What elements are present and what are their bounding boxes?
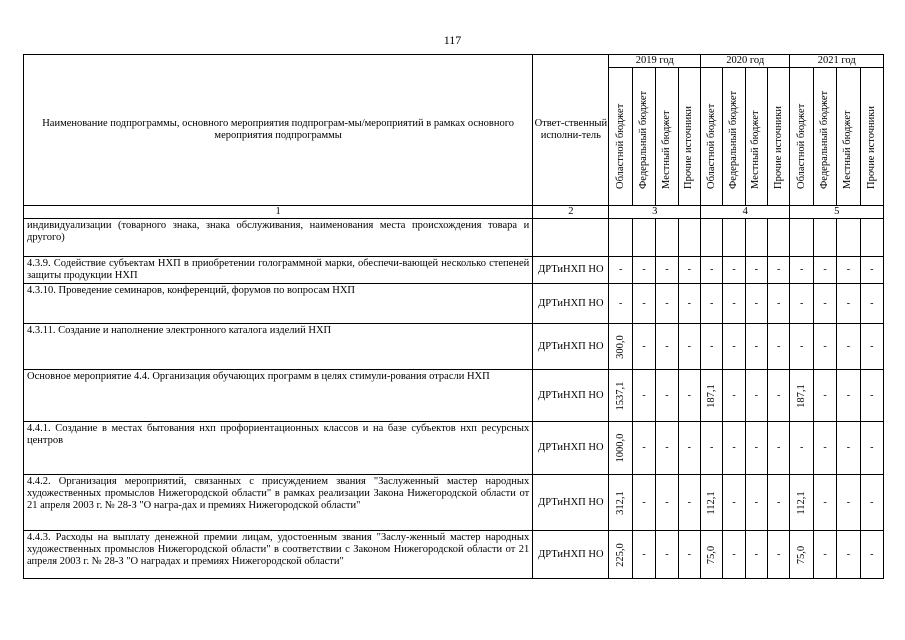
dash-value: - <box>642 340 646 352</box>
dash-value: - <box>687 548 691 560</box>
dash-value: - <box>870 496 874 508</box>
dash-value: - <box>823 340 827 352</box>
dash-value: - <box>687 264 691 275</box>
budget-table <box>23 54 884 579</box>
value-cell <box>632 531 655 579</box>
dash-value: - <box>732 340 736 352</box>
amount-value: 312,1 <box>614 490 626 515</box>
value-cell <box>723 370 745 422</box>
dash-value: - <box>870 389 874 401</box>
table-row <box>24 475 884 531</box>
value-cell <box>813 422 836 475</box>
dash-value: - <box>732 297 736 309</box>
value-cell <box>678 422 700 475</box>
value-cell <box>700 531 722 579</box>
value-cell <box>609 475 632 531</box>
dash-value: - <box>799 340 804 352</box>
value-cell <box>723 475 745 531</box>
value-cell <box>700 324 722 370</box>
value-cell <box>700 257 722 284</box>
header-source-3-1 <box>790 68 813 206</box>
value-cell <box>656 324 678 370</box>
dash-value: - <box>823 496 827 508</box>
value-cell <box>700 370 722 422</box>
amount-value: 187,1 <box>705 383 717 408</box>
row-name: 4.3.11. Создание и наполнение электронного каталога изделий НХП <box>24 324 533 370</box>
value-cell <box>837 370 860 422</box>
page-number: 117 <box>443 33 462 47</box>
value-cell <box>768 324 790 370</box>
value-cell <box>723 257 745 284</box>
dash-value: - <box>665 264 669 275</box>
dash-value: - <box>777 389 781 401</box>
value-cell <box>837 475 860 531</box>
value-cell <box>632 422 655 475</box>
value-cell <box>723 284 745 324</box>
header-name-column: Наименование подпрограммы, основного мероприятия подпрограм-мы/мероприятий в рамках основного мероприятия подпрограммы <box>24 55 533 206</box>
value-cell <box>837 531 860 579</box>
row-name: 4.3.10. Проведение семинаров, конференций, форумов по вопросам НХП <box>24 284 533 324</box>
row-name: 4.4.2. Организация мероприятий, связанных с присуждением звания "Заслуженный мастер народных художественных промыслов Нижегородской области" в рамках реализации Закона Нижегородской области от 21 апреля 2003 г. № 28-З "О награ-дах и премиях Нижегородской области" <box>24 475 533 531</box>
value-cell <box>745 324 767 370</box>
value-cell <box>609 219 632 257</box>
value-cell <box>678 370 700 422</box>
value-cell <box>656 531 678 579</box>
dash-value: - <box>665 389 669 401</box>
header-source-label: Местный бюджет <box>750 110 762 189</box>
table-row <box>24 257 884 284</box>
header-source-label: Местный бюджет <box>660 110 672 189</box>
header-source-label: Местный бюджет <box>842 110 854 189</box>
row-responsible: ДРТиНХП НО <box>533 422 609 475</box>
header-source-3-3 <box>837 68 860 206</box>
header-source-1-1 <box>609 68 632 206</box>
header-source-label: Областной бюджет <box>614 103 626 189</box>
value-cell <box>609 422 632 475</box>
dash-value: - <box>709 264 714 275</box>
value-cell <box>609 324 632 370</box>
value-cell <box>723 531 745 579</box>
amount-value: 225,0 <box>614 542 626 567</box>
value-cell <box>632 324 655 370</box>
dash-value: - <box>665 548 669 560</box>
dash-value: - <box>642 442 646 453</box>
table-row <box>24 370 884 422</box>
dash-value: - <box>687 442 691 453</box>
header-responsible-column: Ответ-ственный исполни-тель <box>533 55 609 206</box>
dash-value: - <box>799 442 804 453</box>
value-cell <box>790 370 813 422</box>
header-source-2-1 <box>700 68 722 206</box>
value-cell <box>768 475 790 531</box>
dash-value: - <box>754 548 759 560</box>
value-cell <box>813 219 836 257</box>
header-source-label: Областной бюджет <box>705 103 717 189</box>
dash-value: - <box>732 496 736 508</box>
value-cell <box>813 324 836 370</box>
value-cell <box>609 531 632 579</box>
value-cell <box>745 370 767 422</box>
value-cell <box>768 422 790 475</box>
row-responsible: ДРТиНХП НО <box>533 475 609 531</box>
header-source-label: Прочие источники <box>865 106 877 189</box>
dash-value: - <box>665 297 669 309</box>
dash-value: - <box>618 264 623 275</box>
dash-value: - <box>823 389 827 401</box>
value-cell <box>813 475 836 531</box>
amount-value: 300,0 <box>614 334 626 359</box>
value-cell <box>745 257 767 284</box>
dash-value: - <box>732 548 736 560</box>
value-cell <box>860 324 883 370</box>
value-cell <box>768 284 790 324</box>
header-source-2-4 <box>768 68 790 206</box>
amount-value: 112,1 <box>795 490 807 515</box>
dash-value: - <box>846 442 851 453</box>
dash-value: - <box>777 340 781 352</box>
value-cell <box>860 422 883 475</box>
header-source-1-3 <box>656 68 678 206</box>
dash-value: - <box>823 548 827 560</box>
value-cell <box>632 370 655 422</box>
table-row <box>24 219 884 257</box>
value-cell <box>723 219 745 257</box>
dash-value: - <box>754 264 759 275</box>
row-name: 4.4.3. Расходы на выплату денежной премии лицам, удостоенным звания "Заслу-женный мастер народных художественных промыслов Нижегородской области" в соответствии с Законом Нижегородской области от 21 апреля 2003 г. № 28-З "О наградах и премиях Нижегородской области" <box>24 531 533 579</box>
value-cell <box>723 422 745 475</box>
dash-value: - <box>799 264 804 275</box>
value-cell <box>860 370 883 422</box>
value-cell <box>745 284 767 324</box>
row-name: 4.4.1. Создание в местах бытования нхп профориентационных классов и на базе субъектов нхп ресурсных центров <box>24 422 533 475</box>
header-source-label: Федеральный бюджет <box>638 90 650 189</box>
dash-value: - <box>709 297 714 309</box>
table-row <box>24 284 884 324</box>
value-cell <box>790 475 813 531</box>
row-responsible: ДРТиНХП НО <box>533 370 609 422</box>
header-source-label: Федеральный бюджет <box>727 90 739 189</box>
value-cell <box>632 257 655 284</box>
value-cell <box>790 219 813 257</box>
col-number-3: 3 <box>609 206 701 219</box>
value-cell <box>768 219 790 257</box>
header-year-2020: 2020 год <box>700 55 789 68</box>
header-year-2021: 2021 год <box>790 55 884 68</box>
col-number-2: 2 <box>533 206 609 219</box>
value-cell <box>632 475 655 531</box>
amount-value: 112,1 <box>705 490 717 515</box>
value-cell <box>813 257 836 284</box>
dash-value: - <box>846 340 851 352</box>
header-source-2-2 <box>723 68 745 206</box>
dash-value: - <box>777 264 781 275</box>
dash-value: - <box>846 496 851 508</box>
value-cell <box>656 284 678 324</box>
value-cell <box>860 475 883 531</box>
dash-value: - <box>618 297 623 309</box>
dash-value: - <box>687 297 691 309</box>
value-cell <box>632 284 655 324</box>
value-cell <box>656 422 678 475</box>
header-source-label: Прочие источники <box>772 106 784 189</box>
value-cell <box>678 219 700 257</box>
dash-value: - <box>777 548 781 560</box>
value-cell <box>609 257 632 284</box>
dash-value: - <box>687 389 691 401</box>
col-number-1: 1 <box>24 206 533 219</box>
value-cell <box>656 219 678 257</box>
amount-value: 187,1 <box>795 383 807 408</box>
value-cell <box>860 219 883 257</box>
dash-value: - <box>846 389 851 401</box>
value-cell <box>768 531 790 579</box>
value-cell <box>745 219 767 257</box>
value-cell <box>656 257 678 284</box>
dash-value: - <box>846 264 851 275</box>
dash-value: - <box>709 442 714 453</box>
value-cell <box>790 422 813 475</box>
dash-value: - <box>687 496 691 508</box>
header-source-3-4 <box>860 68 883 206</box>
dash-value: - <box>642 496 646 508</box>
dash-value: - <box>709 340 714 352</box>
dash-value: - <box>754 442 759 453</box>
amount-value: 75,0 <box>795 545 807 564</box>
dash-value: - <box>642 389 646 401</box>
table-row <box>24 422 884 475</box>
amount-value: 1000,0 <box>614 433 626 463</box>
dash-value: - <box>732 442 736 453</box>
dash-value: - <box>823 264 827 275</box>
dash-value: - <box>870 442 874 453</box>
value-cell <box>678 257 700 284</box>
dash-value: - <box>870 297 874 309</box>
col-number-4: 4 <box>700 206 789 219</box>
table-row <box>24 324 884 370</box>
header-source-3-2 <box>813 68 836 206</box>
value-cell <box>745 422 767 475</box>
amount-value: 1537,1 <box>614 381 626 410</box>
dash-value: - <box>754 297 759 309</box>
value-cell <box>837 284 860 324</box>
dash-value: - <box>823 297 827 309</box>
value-cell <box>700 219 722 257</box>
amount-value: 75,0 <box>705 545 717 564</box>
value-cell <box>678 531 700 579</box>
row-name: Основное мероприятие 4.4. Организация обучающих программ в целях стимули-рования отрасли НХП <box>24 370 533 422</box>
header-source-1-4 <box>678 68 700 206</box>
value-cell <box>632 219 655 257</box>
value-cell <box>678 324 700 370</box>
row-responsible: ДРТиНХП НО <box>533 284 609 324</box>
dash-value: - <box>777 297 781 309</box>
dash-value: - <box>732 389 736 401</box>
value-cell <box>768 257 790 284</box>
value-cell <box>700 475 722 531</box>
header-source-label: Федеральный бюджет <box>818 90 830 189</box>
dash-value: - <box>777 442 781 453</box>
header-year-2019: 2019 год <box>609 55 701 68</box>
value-cell <box>837 422 860 475</box>
row-responsible: ДРТиНХП НО <box>533 531 609 579</box>
dash-value: - <box>870 340 874 352</box>
dash-value: - <box>642 548 646 560</box>
value-cell <box>813 370 836 422</box>
value-cell <box>837 257 860 284</box>
dash-value: - <box>687 340 691 352</box>
dash-value: - <box>846 297 851 309</box>
value-cell <box>745 531 767 579</box>
header-source-2-3 <box>745 68 767 206</box>
value-cell <box>656 475 678 531</box>
value-cell <box>813 284 836 324</box>
dash-value: - <box>823 442 827 453</box>
dash-value: - <box>754 496 759 508</box>
value-cell <box>860 257 883 284</box>
value-cell <box>723 324 745 370</box>
dash-value: - <box>642 297 646 309</box>
dash-value: - <box>642 264 646 275</box>
col-number-5: 5 <box>790 206 884 219</box>
value-cell <box>790 257 813 284</box>
value-cell <box>768 370 790 422</box>
value-cell <box>609 370 632 422</box>
dash-value: - <box>754 389 759 401</box>
value-cell <box>678 475 700 531</box>
dash-value: - <box>870 548 874 560</box>
dash-value: - <box>665 442 669 453</box>
dash-value: - <box>846 548 851 560</box>
value-cell <box>860 531 883 579</box>
dash-value: - <box>870 264 874 275</box>
value-cell <box>790 324 813 370</box>
header-source-label: Прочие источники <box>683 106 695 189</box>
value-cell <box>860 284 883 324</box>
value-cell <box>678 284 700 324</box>
header-source-label: Областной бюджет <box>795 103 807 189</box>
row-name: индивидуализации (товарного знака, знака обслуживания, наименования места происхождения товара и другого) <box>24 219 533 257</box>
value-cell <box>790 284 813 324</box>
value-cell <box>813 531 836 579</box>
row-responsible: ДРТиНХП НО <box>533 324 609 370</box>
dash-value: - <box>665 496 669 508</box>
value-cell <box>656 370 678 422</box>
value-cell <box>837 324 860 370</box>
dash-value: - <box>799 297 804 309</box>
row-name: 4.3.9. Содействие субъектам НХП в приобретении голограммной марки, обеспечи-вающей несколько степеней защиты продукции НХП <box>24 257 533 284</box>
value-cell <box>790 531 813 579</box>
value-cell <box>609 284 632 324</box>
value-cell <box>700 284 722 324</box>
row-responsible <box>533 219 609 257</box>
table-row <box>24 531 884 579</box>
value-cell <box>700 422 722 475</box>
header-source-1-2 <box>632 68 655 206</box>
dash-value: - <box>754 340 759 352</box>
value-cell <box>837 219 860 257</box>
value-cell <box>745 475 767 531</box>
dash-value: - <box>732 264 736 275</box>
dash-value: - <box>777 496 781 508</box>
row-responsible: ДРТиНХП НО <box>533 257 609 284</box>
dash-value: - <box>665 340 669 352</box>
